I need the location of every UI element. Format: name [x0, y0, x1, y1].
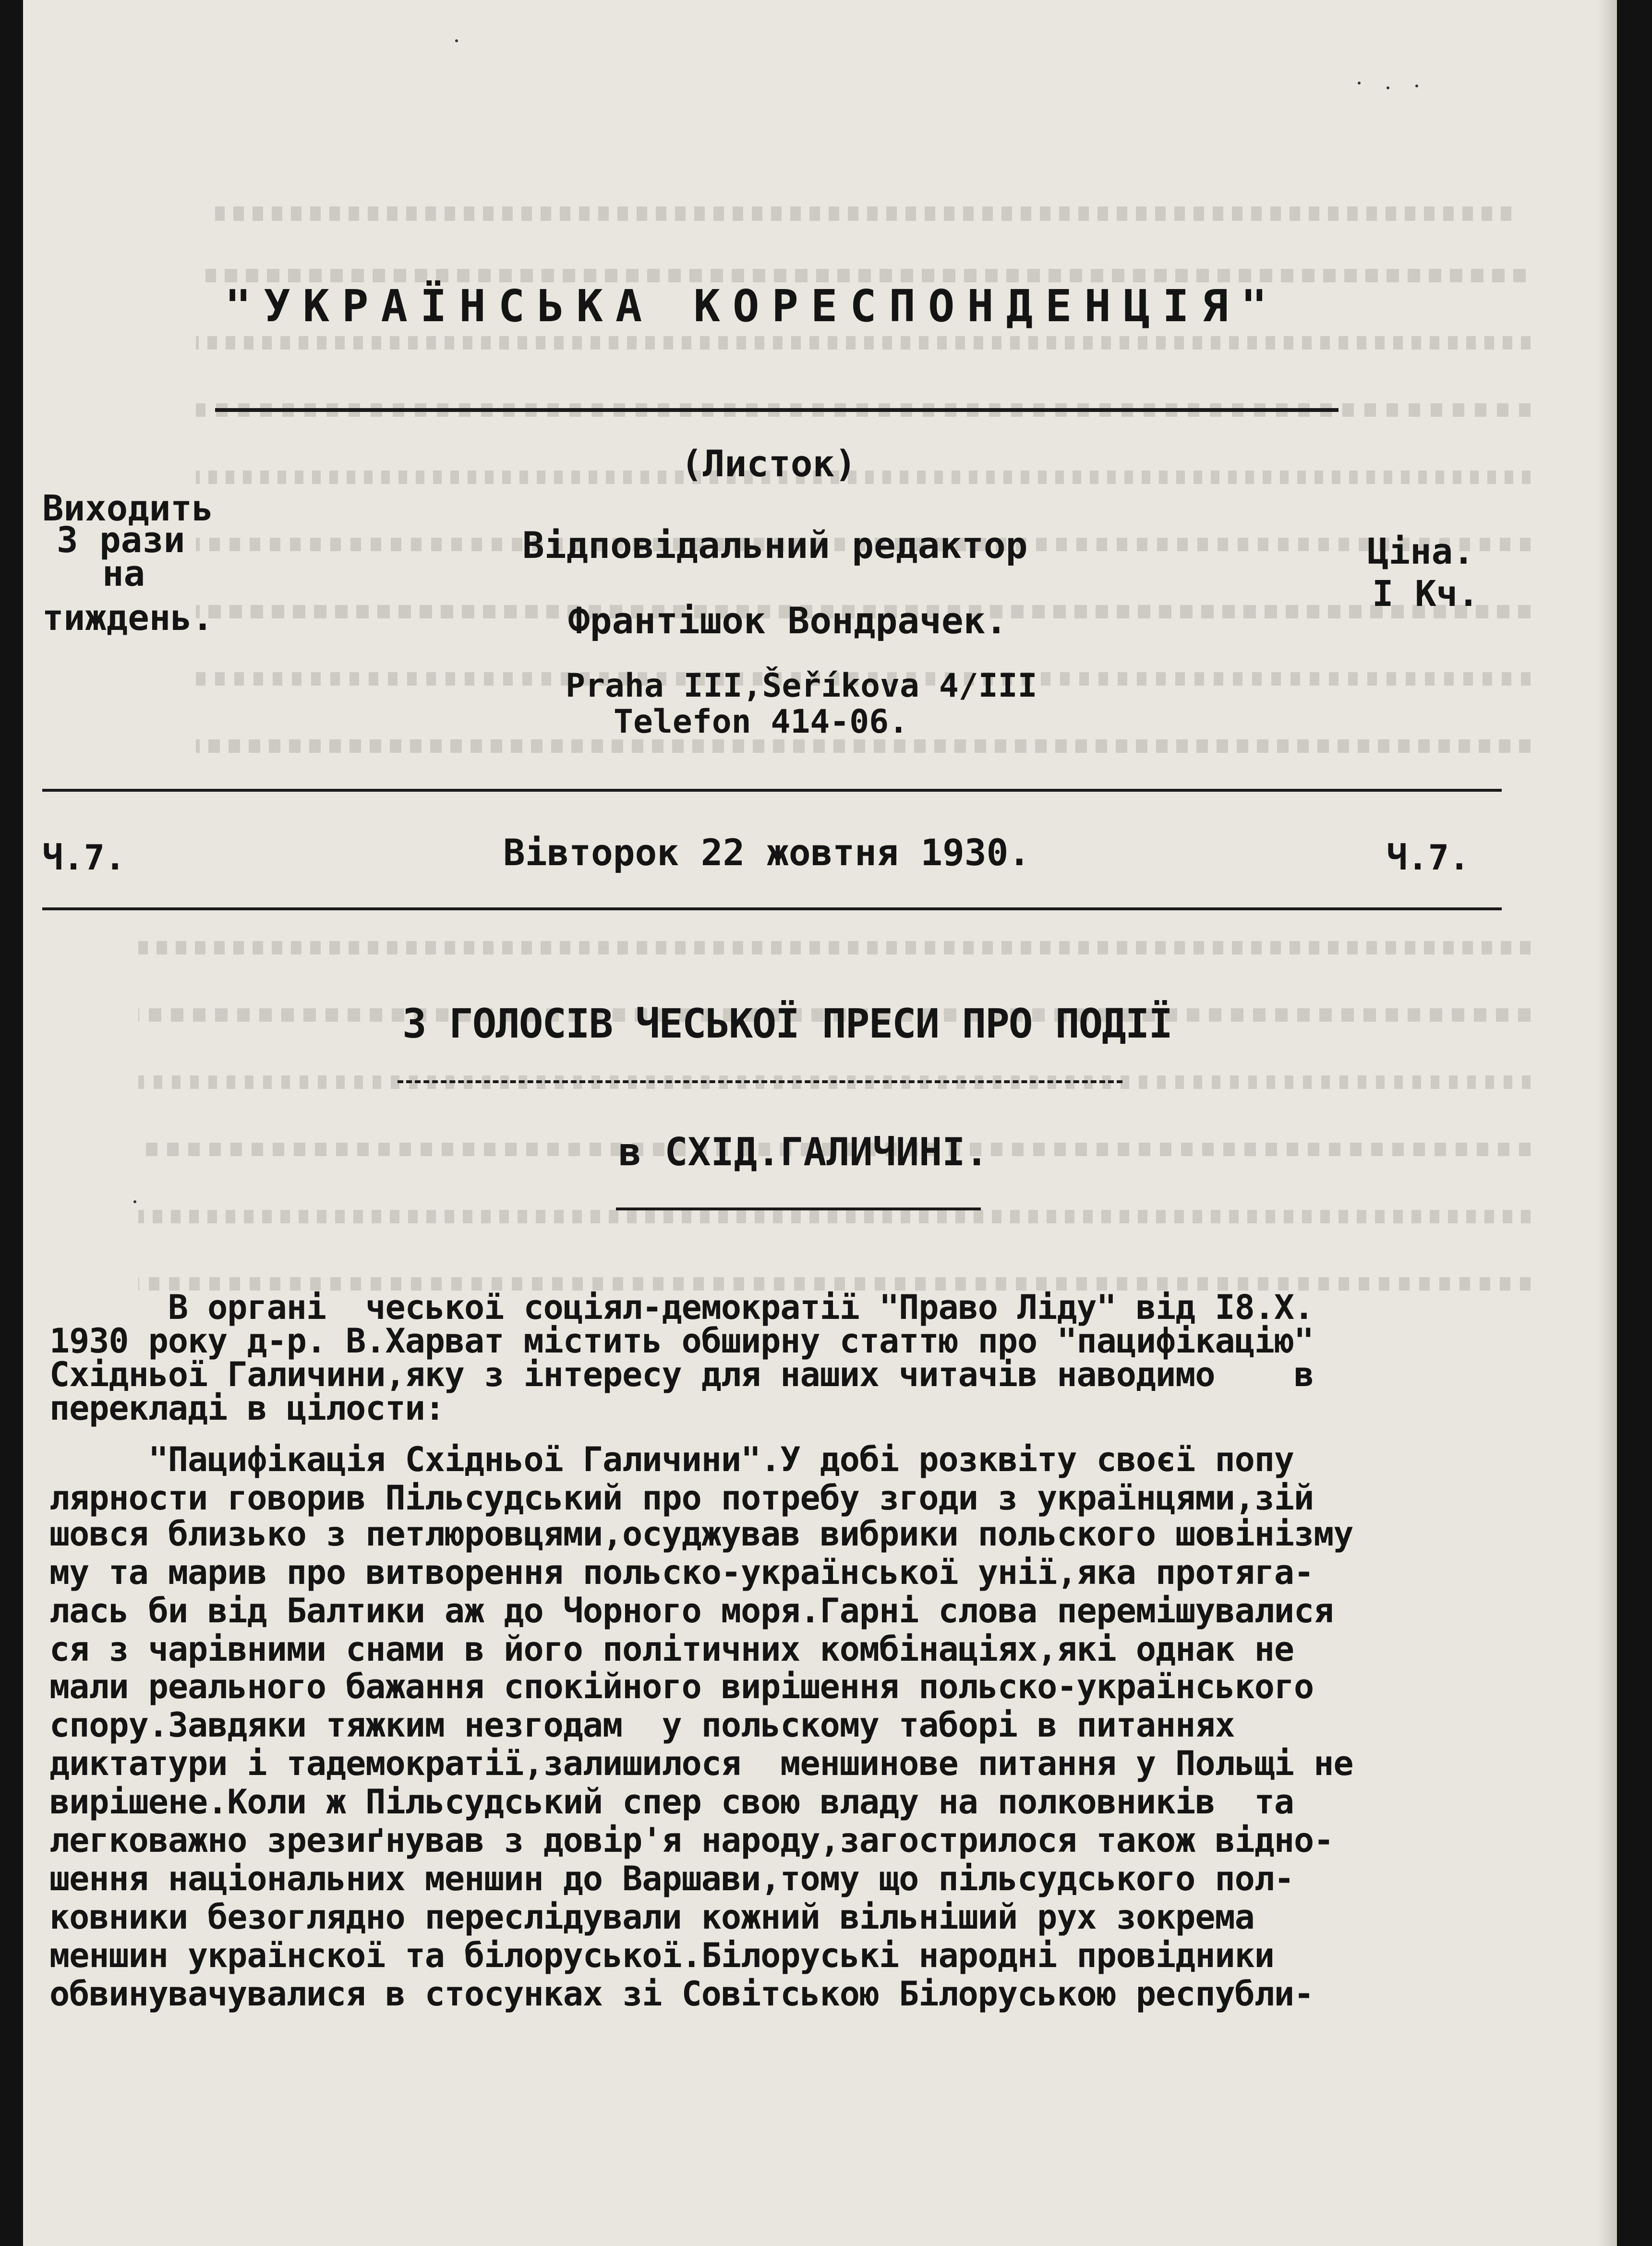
article-line: перекладі в цілости:: [49, 1389, 445, 1428]
frequency-line: Виходить: [42, 488, 214, 529]
ink-speck: [1387, 86, 1389, 89]
article-line: Східньої Галичини,яку з інтересу для наших читачів наводимо в: [49, 1355, 1314, 1394]
frequency-line: на: [102, 553, 145, 594]
article-line: легковажно зрезиґнував з довір'я народу,загострилося також відно-: [49, 1821, 1334, 1860]
editor-address: Praha III,Šeříkova 4/III: [566, 667, 1037, 705]
article-line: мали реального бажання спокійного вирішення польско-українського: [49, 1667, 1314, 1706]
article-line: меншин українскої та білоруської.Білоруські народні провідники: [49, 1936, 1274, 1975]
header-divider: [42, 789, 1502, 792]
article-line: "Пацифікація Східньої Галичини".У добі розквіту своєї попу: [49, 1440, 1294, 1479]
subheadline-underline: [616, 1208, 981, 1210]
editor-name: Франтішок Вондрачек.: [568, 599, 1008, 642]
article-line: диктатури і тадемократії,залишилося меншинове питання у Польщі не: [49, 1744, 1353, 1783]
price-line: Ціна.: [1367, 531, 1474, 572]
article-line: спору.Завдяки тяжким незгодам у польскому таборі в питаннях: [49, 1705, 1235, 1745]
article-subheadline: в СХІД.ГАЛИЧИНІ.: [618, 1130, 989, 1174]
issue-number-right: Ч.7.: [1387, 837, 1470, 878]
frequency-line: 3 рази: [57, 519, 185, 561]
article-line: обвинувачувалися в стосунках зі Совітською Білоруською республи-: [49, 1974, 1314, 2014]
frequency-line: тиждень.: [42, 597, 214, 639]
page-edge-shadow: [1598, 0, 1617, 2246]
masthead-underline: [215, 408, 1338, 412]
article-line: В органі чеської соціял-демократії "Право Ліду" від I8.X.: [49, 1288, 1314, 1327]
ink-speck: [1415, 85, 1418, 87]
ink-speck: [133, 1200, 136, 1203]
masthead-subtitle: (Листок): [681, 442, 857, 485]
article-line: лась би від Балтики аж до Чорного моря.Гарні слова перемішувалися: [49, 1591, 1334, 1630]
article-line: ся з чарівними снами в його політичних комбінаціях,які однак не: [49, 1630, 1294, 1669]
document-page: [23, 0, 1617, 2246]
price-line: I Кч.: [1372, 573, 1479, 615]
article-headline: З ГОЛОСІВ ЧЕСЬКОЇ ПРЕСИ ПРО ПОДІЇ: [402, 1000, 1172, 1047]
article-line: 1930 року д-р. В.Харват містить обширну статтю про "пацифікацію": [49, 1321, 1314, 1361]
editor-role: Відповідальний редактор: [522, 524, 1028, 567]
article-line: шовся близько з петлюровцями,осуджував вибрики польского шовінізму: [49, 1514, 1353, 1554]
issue-date: Вівторок 22 жовтня 1930.: [503, 831, 1031, 874]
issue-number-left: Ч.7.: [42, 837, 126, 878]
article-line: вирішене.Коли ж Пільсудський спер свою владу на полковників та: [49, 1782, 1294, 1822]
headline-underline: [398, 1080, 1122, 1083]
ink-speck: [1358, 82, 1361, 85]
ink-speck: [455, 39, 458, 42]
article-line: лярности говорив Пільсудський про потребу згоди з українцями,зій: [49, 1478, 1314, 1518]
masthead-title: "УКРАЇНСЬКА КОРЕСПОНДЕНЦІЯ": [225, 280, 1280, 332]
editor-phone: Telefon 414-06.: [614, 703, 909, 741]
date-divider: [42, 907, 1502, 910]
article-line: му та марив про витворення польско-української унії,яка протяга-: [49, 1553, 1314, 1592]
article-line: шення національних меншин до Варшави,тому що пільсудського пол-: [49, 1859, 1294, 1898]
article-line: ковники безоглядно переслідували кожний вільніший рух зокрема: [49, 1897, 1254, 1937]
